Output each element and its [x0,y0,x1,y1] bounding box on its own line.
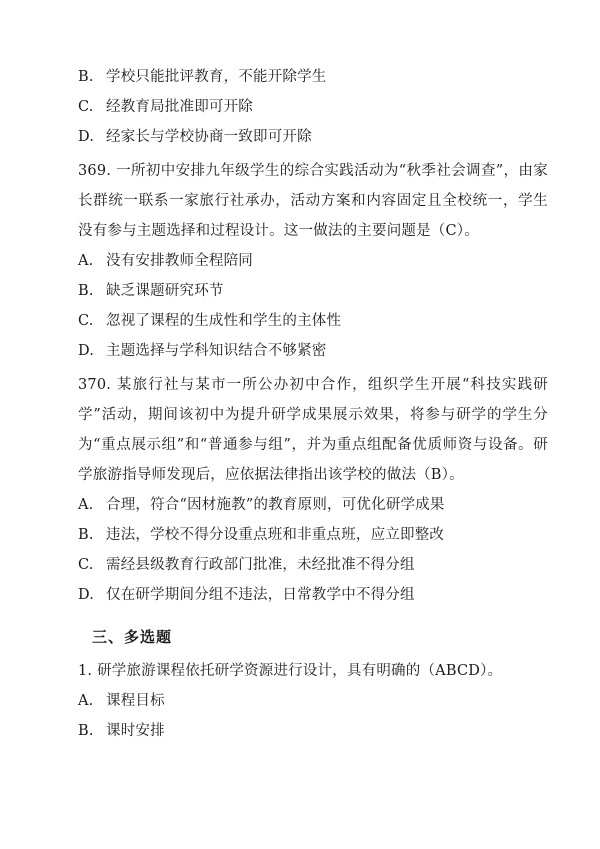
choice-text: 缺乏课题研究环节 [106,283,224,299]
choice-item [78,246,548,276]
choice-text: 经家长与学校协商一致即可开除 [106,129,312,145]
choice-text: 课程目标 [106,693,165,709]
choice-label: D. [78,129,95,145]
choice-label: B. [78,723,94,739]
choice-text: 课时安排 [106,723,165,739]
choice-label: C. [78,313,94,329]
choice-label: A. [78,693,94,709]
choice-label: A. [78,497,94,513]
choice-item [78,716,548,746]
choice-label: B. [78,69,94,85]
choice-text: 经教育局批准即可开除 [106,99,253,115]
choice-item [78,520,548,550]
question-text: 某旅行社与某市一所公办初中合作，组织学生开展“科技实践研学”活动，期间该初中为提升研学成果展示效果，将参与研学的学生分为“重点展示组”和“普通参与组”，并为重点组配备优质师资与设备。研学旅游指导师发现后，应依据法律指出该学校的做法（B）。 [78,377,548,483]
question-text: 一所初中安排九年级学生的综合实践活动为“秋季社会调查”，由家长群统一联系一家旅行社承办，活动方案和内容固定且全校统一，学生没有参与主题选择和过程设计。这一做法的主要问题是（C）。 [78,163,549,239]
choice-label: A. [78,253,94,269]
choice-item [78,550,548,580]
choice-item [78,686,548,716]
choice-item [78,306,548,336]
choice-label: B. [78,283,94,299]
choice-item [78,580,548,610]
choice-label: D. [78,343,95,359]
choice-item [78,62,548,92]
choice-label: B. [78,527,94,543]
choice-text: 主题选择与学科知识结合不够紧密 [106,343,327,359]
question-paragraph [78,656,548,686]
choice-item [78,336,548,366]
choice-label: D. [78,587,95,603]
choice-text: 忽视了课程的生成性和学生的主体性 [106,313,342,329]
section-heading: 三、多选题 [92,628,173,646]
question-number: 1. [78,663,93,679]
question-number: 369. [78,163,112,179]
choice-text: 学校只能批评教育，不能开除学生 [106,69,327,85]
choice-text: 需经县级教育行政部门批准，未经批准不得分组 [106,557,415,573]
choice-label: C. [78,557,94,573]
choice-item [78,276,548,306]
question-paragraph [78,370,548,490]
question-text: 研学旅游课程依托研学资源进行设计，具有明确的（ABCD）。 [97,663,503,679]
question-number: 370. [78,377,112,393]
choice-text: 没有安排教师全程陪同 [106,253,253,269]
choice-text: 合理，符合“因材施教”的教育原则，可优化研学成果 [106,497,445,513]
choice-item [78,122,548,152]
choice-label: C. [78,99,94,115]
choice-text: 违法，学校不得分设重点班和非重点班，应立即整改 [106,527,445,543]
choice-text: 仅在研学期间分组不违法，日常教学中不得分组 [106,587,415,603]
question-paragraph [78,156,548,246]
choice-item [78,92,548,122]
choice-item [78,490,548,520]
